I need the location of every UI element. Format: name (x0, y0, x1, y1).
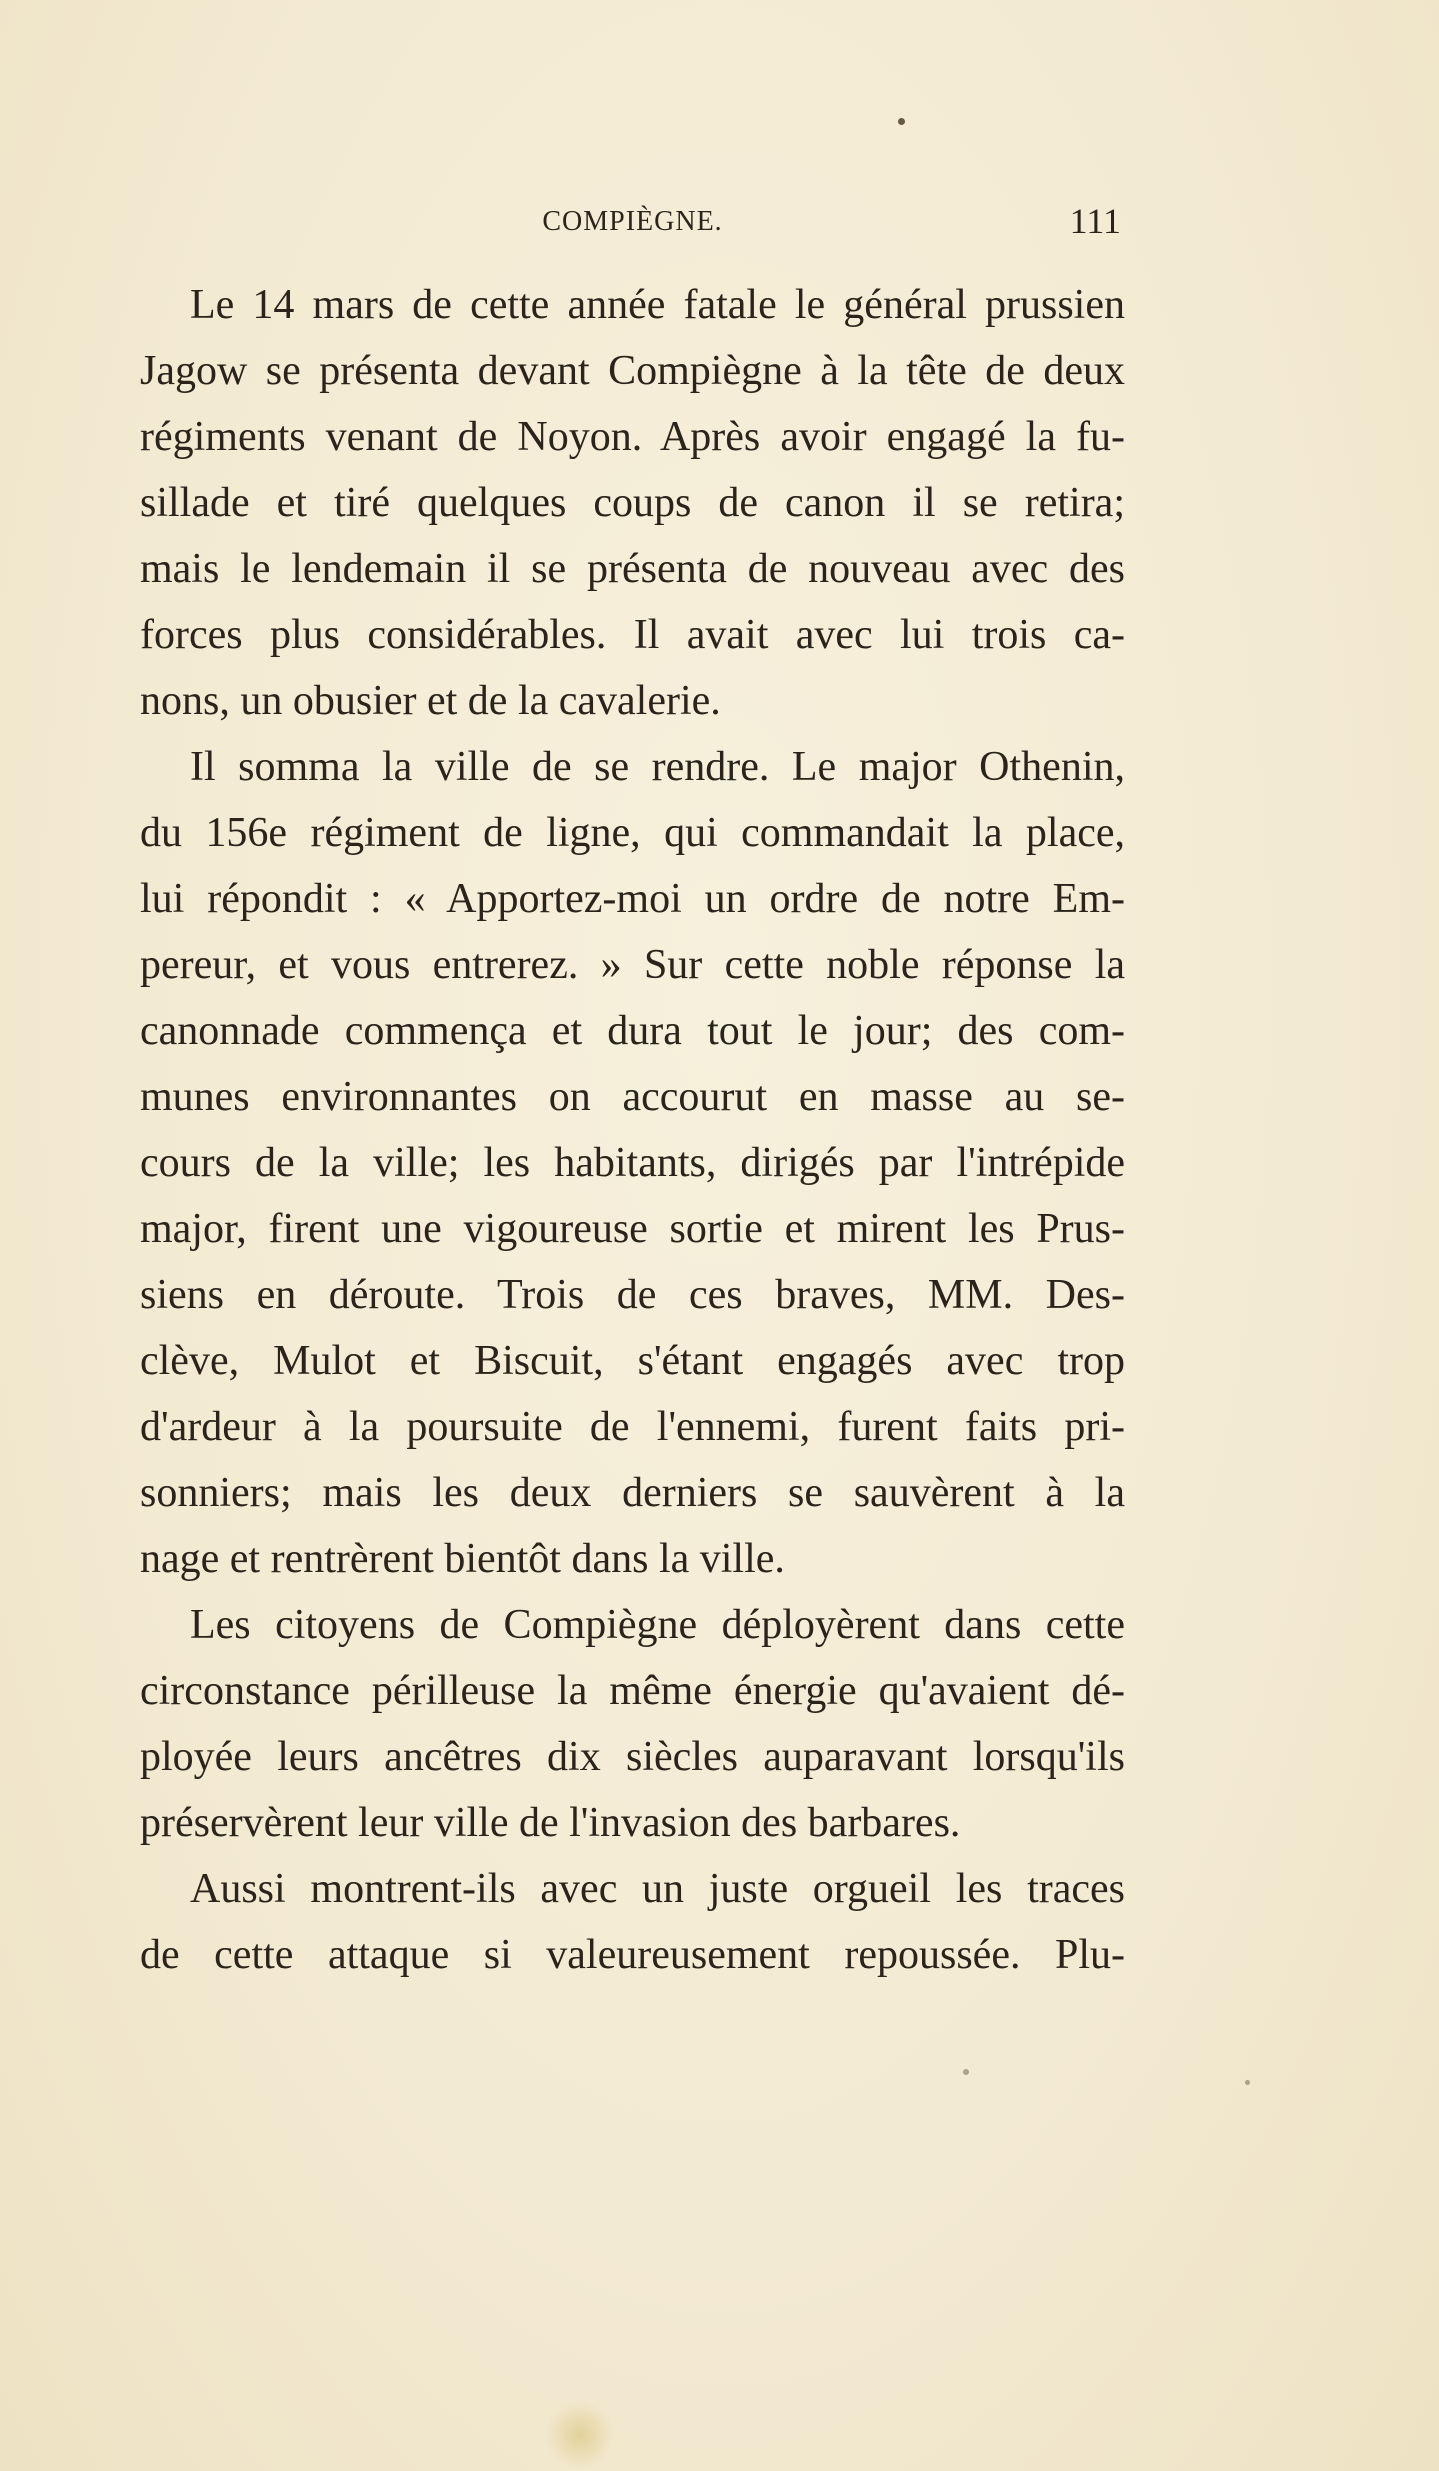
text-line: ployée leurs ancêtres dix siècles auparavant lorsqu'ils (140, 1734, 1125, 1780)
text-line: lui répondit : « Apportez-moi un ordre de notre Em- (140, 876, 1125, 922)
text-line: siens en déroute. Trois de ces braves, MM. Des- (140, 1272, 1125, 1318)
text-line: Les citoyens de Compiègne déployèrent dans cette (190, 1602, 1125, 1648)
text-line: Il somma la ville de se rendre. Le major Othenin, (190, 744, 1125, 790)
text-line: Jagow se présenta devant Compiègne à la tête de deux (140, 348, 1125, 394)
text-line: d'ardeur à la poursuite de l'ennemi, furent faits pri- (140, 1404, 1125, 1450)
running-head: COMPIÈGNE. (542, 206, 723, 237)
body-text (140, 272, 1125, 1988)
text-line: major, firent une vigoureuse sortie et mirent les Prus- (140, 1206, 1125, 1252)
page-header (140, 200, 1125, 250)
text-line: Aussi montrent-ils avec un juste orgueil les traces (190, 1866, 1125, 1912)
text-line: nons, un obusier et de la cavalerie. (140, 678, 721, 724)
paper-stain (545, 2400, 615, 2470)
text-line: Le 14 mars de cette année fatale le général prussien (190, 282, 1125, 328)
text-line: nage et rentrèrent bientôt dans la ville. (140, 1536, 785, 1582)
text-line: de cette attaque si valeureusement repoussée. Plu- (140, 1932, 1125, 1978)
paper-speck (963, 2069, 969, 2075)
text-line: munes environnantes on accourut en masse au se- (140, 1074, 1125, 1120)
text-line: pereur, et vous entrerez. » Sur cette noble réponse la (140, 942, 1125, 988)
text-line: clève, Mulot et Biscuit, s'étant engagés avec trop (140, 1338, 1125, 1384)
text-line: forces plus considérables. Il avait avec lui trois ca- (140, 612, 1125, 658)
text-line: du 156e régiment de ligne, qui commandait la place, (140, 810, 1125, 856)
text-line: régiments venant de Noyon. Après avoir engagé la fu- (140, 414, 1125, 460)
text-line: canonnade commença et dura tout le jour; des com- (140, 1008, 1125, 1054)
text-line: sonniers; mais les deux derniers se sauvèrent à la (140, 1470, 1125, 1516)
text-line: circonstance périlleuse la même énergie qu'avaient dé- (140, 1668, 1125, 1714)
text-line: préservèrent leur ville de l'invasion des barbares. (140, 1800, 961, 1846)
text-line: sillade et tiré quelques coups de canon il se retira; (140, 480, 1125, 526)
text-line: cours de la ville; les habitants, dirigés par l'intrépide (140, 1140, 1125, 1186)
page-number: 111 (1069, 201, 1121, 241)
text-line: mais le lendemain il se présenta de nouveau avec des (140, 546, 1125, 592)
paper-speck (898, 118, 905, 125)
paper-speck (1245, 2080, 1250, 2085)
